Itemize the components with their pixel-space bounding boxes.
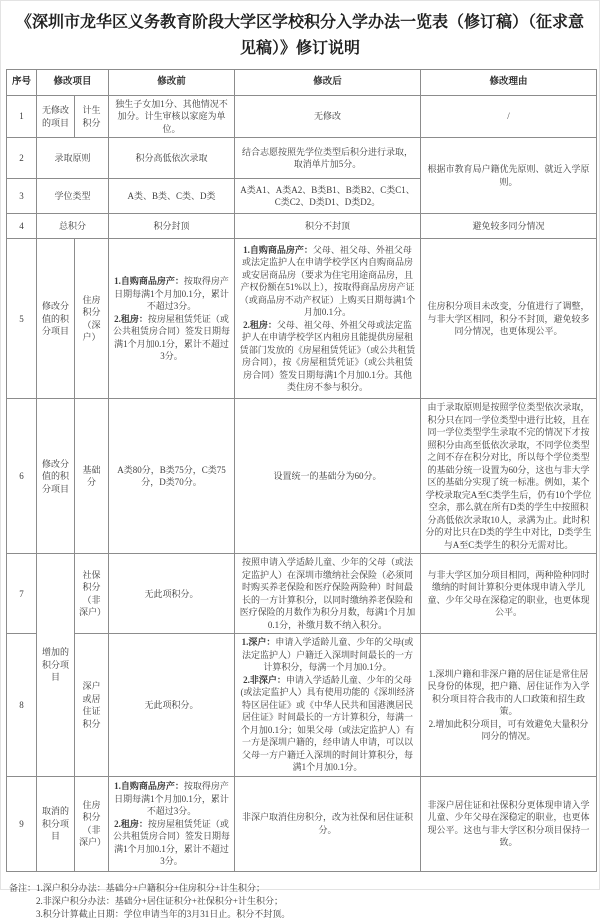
- header-item: 修改项目: [37, 69, 109, 95]
- cell-r4-item: 总积分: [37, 214, 109, 239]
- cell-r1-after: 无修改: [235, 95, 421, 138]
- cell-r3-before: A类、B类、C类、D类: [109, 179, 235, 214]
- cell-r6-sub: 基础分: [75, 399, 109, 554]
- cell-r4-after: 积分不封顶: [235, 214, 421, 239]
- cell-r3-no: 3: [7, 179, 37, 214]
- cell-r5-no: 5: [7, 239, 37, 399]
- table-row: [7, 214, 597, 239]
- cell-r8-no: 8: [7, 634, 37, 777]
- cell-r9-item: 取消的积分项目: [37, 776, 75, 871]
- cell-r6-item: 修改分值的积分项目: [37, 399, 75, 554]
- cell-r5-item: 修改分值的积分项目: [37, 239, 75, 399]
- footnotes-label: 备注：: [9, 882, 37, 893]
- cell-r2-item: 录取原则: [37, 138, 109, 179]
- cell-r8-reason: 1.深圳户籍和非深户籍的居住证是常住居民身份的体现，把户籍、居住证作为入学积分项目符合我市的人口政策和招生政策。 2.增加此积分项目，可有效避免大量积分同分的情况。: [421, 634, 597, 777]
- footnote-item-3: 3.积分计算截止日期：学位申请当年的3月31日止。积分不封顶。: [36, 908, 291, 919]
- cell-r6-reason: 由于录取原则是按照学位类型依次录取，积分只在同一学位类型中进行比较，且在同一学位类型学生录取不完的情况下才按照积分由高至低依次录取，不同学位类型之间不存在积分对比，所以每个学位类型的基础分统一设置为60分，这也与非大学区的基础分实现了统一标准。例如，某个学校录取完A至C类学生后，仍有10个学位空余，那么就在所有D类的学生中按照积分高低依次录取10人，录满为止。此时积分的对比只在D类的学生中对比，D类学生与A至C类学生的积分无需对比。: [421, 399, 597, 554]
- cell-r1-item: 无修改的项目: [37, 95, 75, 138]
- header-before: 修改前: [109, 69, 235, 95]
- cell-r1-sub: 计生积分: [75, 95, 109, 138]
- cell-r6-after: 设置统一的基础分为60分。: [235, 399, 421, 554]
- cell-r2-before: 积分高低依次录取: [109, 138, 235, 179]
- cell-r5-sub: 住房积分（深户）: [75, 239, 109, 399]
- table-row: [7, 776, 597, 871]
- cell-r7-sub: 社保积分（非深户）: [75, 554, 109, 634]
- cell-r4-no: 4: [7, 214, 37, 239]
- header-reason: 修改理由: [421, 69, 597, 95]
- cell-r4-reason: 避免较多同分情况: [421, 214, 597, 239]
- cell-r2-3-reason: 根据市教育局户籍优先原则、就近入学原则。: [421, 138, 597, 214]
- footnote-item-1: 1.深户积分办法：基础分+户籍积分+住房积分+计生积分；: [36, 882, 265, 893]
- cell-r1-no: 1: [7, 95, 37, 138]
- cell-r5-before: 1.自购商品房产：按取得房产日期每满1个月加0.1分，累计不超过3分。 2.租房：按房屋租赁凭证（或公共租赁房合同）签发日期每满1个月加0.1分，累计不超过3分。: [109, 239, 235, 399]
- table-row: [7, 95, 597, 138]
- header-no: 序号: [7, 69, 37, 95]
- revision-table: [6, 69, 597, 872]
- cell-r2-no: 2: [7, 138, 37, 179]
- cell-r5-after: 1.自购商品房产：父母、祖父母、外祖父母或法定监护人在申请学校学区内自购商品房或安居商品房（要求为住宅用途商品房，且产权份额在51%以上），按取得商品房房产证（或商品房不动产权证）上购买日期每满1个月加0.1分。 2.租房：父母、祖父母、外祖父母或法定监护人在申请学校学区内租房且能提供房屋租赁部门发放的《房屋租赁凭证》（或公共租赁房合同），按《房屋租赁凭证》（或公共租赁房合同）签发日期每满1个月加0.1分。其他类住房不参与积分。: [235, 239, 421, 399]
- cell-r8-after: 1.深户：申请入学适龄儿童、少年的父母(或法定监护人）户籍迁入深圳时间最长的一方计算积分，每满一个月加0.1分。 2.非深户：申请入学适龄儿童、少年的父母(或法定监护人）具有使用功能的《深圳经济特区居住证》或《中华人民共和国港澳居民居住证》时间最长的一方计算积分，每满一个月加0.1分；如果父母（或法定监护人）有一方是深圳户籍的，经申请人申请，可以以父母一方户籍迁入深圳的时间计算积分，每满1个月加0.1分。: [235, 634, 421, 777]
- cell-r3-after: A类A1、A类A2、B类B1、B类B2、C类C1、C类C2、D类D1、D类D2。: [235, 179, 421, 214]
- table-header-row: [7, 69, 597, 95]
- table-row: [7, 554, 597, 634]
- cell-r3-item: 学位类型: [37, 179, 109, 214]
- cell-r9-before: 1.自购商品房产：按取得房产日期每满1个月加0.1分，累计不超过3分。 2.租房：按房屋租赁凭证（或公共租赁房合同）签发日期每满1个月加0.1分，累计不超过3分。: [109, 776, 235, 871]
- cell-r1-reason: /: [421, 95, 597, 138]
- cell-r7-reason: 与非大学区加分项目相同，两种险种同时缴纳的时间计算积分更体现申请入学儿童、少年父母在深稳定的职业，也更体现公平。: [421, 554, 597, 634]
- table-row: [7, 634, 597, 777]
- cell-r7-8-item: 增加的积分项目: [37, 554, 75, 777]
- footnotes: [9, 882, 599, 921]
- cell-r6-no: 6: [7, 399, 37, 554]
- cell-r7-after: 按照申请入学适龄儿童、少年的父母（或法定监护人）在深圳市缴纳社会保险（必须同时购买养老保险和医疗保险两险种）时间最长的一方计算积分，以同时缴纳养老保险和医疗保险的月数作为积分月数，每满1个月加0.1分，补缴月数不纳入积分。: [235, 554, 421, 634]
- page-title: 《深圳市龙华区义务教育阶段大学区学校积分入学办法一览表（修订稿）（征求意见稿）》修订说明: [15, 14, 584, 57]
- cell-r8-sub: 深户或居住证积分: [75, 634, 109, 777]
- cell-r9-after: 非深户取消住房积分，改为社保和居住证积分。: [235, 776, 421, 871]
- cell-r7-before: 无此项积分。: [109, 554, 235, 634]
- footnote-item-2: 2.非深户积分办法：基础分+居住证积分+社保积分+计生积分；: [36, 895, 283, 906]
- cell-r1-before: 独生子女加1分、其他情况不加分。计生审核以家庭为单位。: [109, 95, 235, 138]
- cell-r6-before: A类80分，B类75分，C类75分，D类70分。: [109, 399, 235, 554]
- table-row: [7, 239, 597, 399]
- cell-r2-after: 结合志愿按照先学位类型后积分进行录取，取消单片加5分。: [235, 138, 421, 179]
- cell-r9-no: 9: [7, 776, 37, 871]
- table-row: [7, 399, 597, 554]
- cell-r9-reason: 非深户居住证和社保积分更体现申请入学儿童、少年父母在深稳定的职业，也更体现公平。这也与非大学区积分项目保持一致。: [421, 776, 597, 871]
- footnotes-items: [36, 882, 290, 921]
- header-after: 修改后: [235, 69, 421, 95]
- cell-r4-before: 积分封顶: [109, 214, 235, 239]
- cell-r5-reason: 住房积分项目未改变，分值进行了调整，与非大学区相同，积分不封顶，避免较多同分情况，也更体现公平。: [421, 239, 597, 399]
- cell-r9-sub: 住房积分（非深户）: [75, 776, 109, 871]
- cell-r8-before: 无此项积分。: [109, 634, 235, 777]
- cell-r7-no: 7: [7, 554, 37, 634]
- table-row: [7, 138, 597, 179]
